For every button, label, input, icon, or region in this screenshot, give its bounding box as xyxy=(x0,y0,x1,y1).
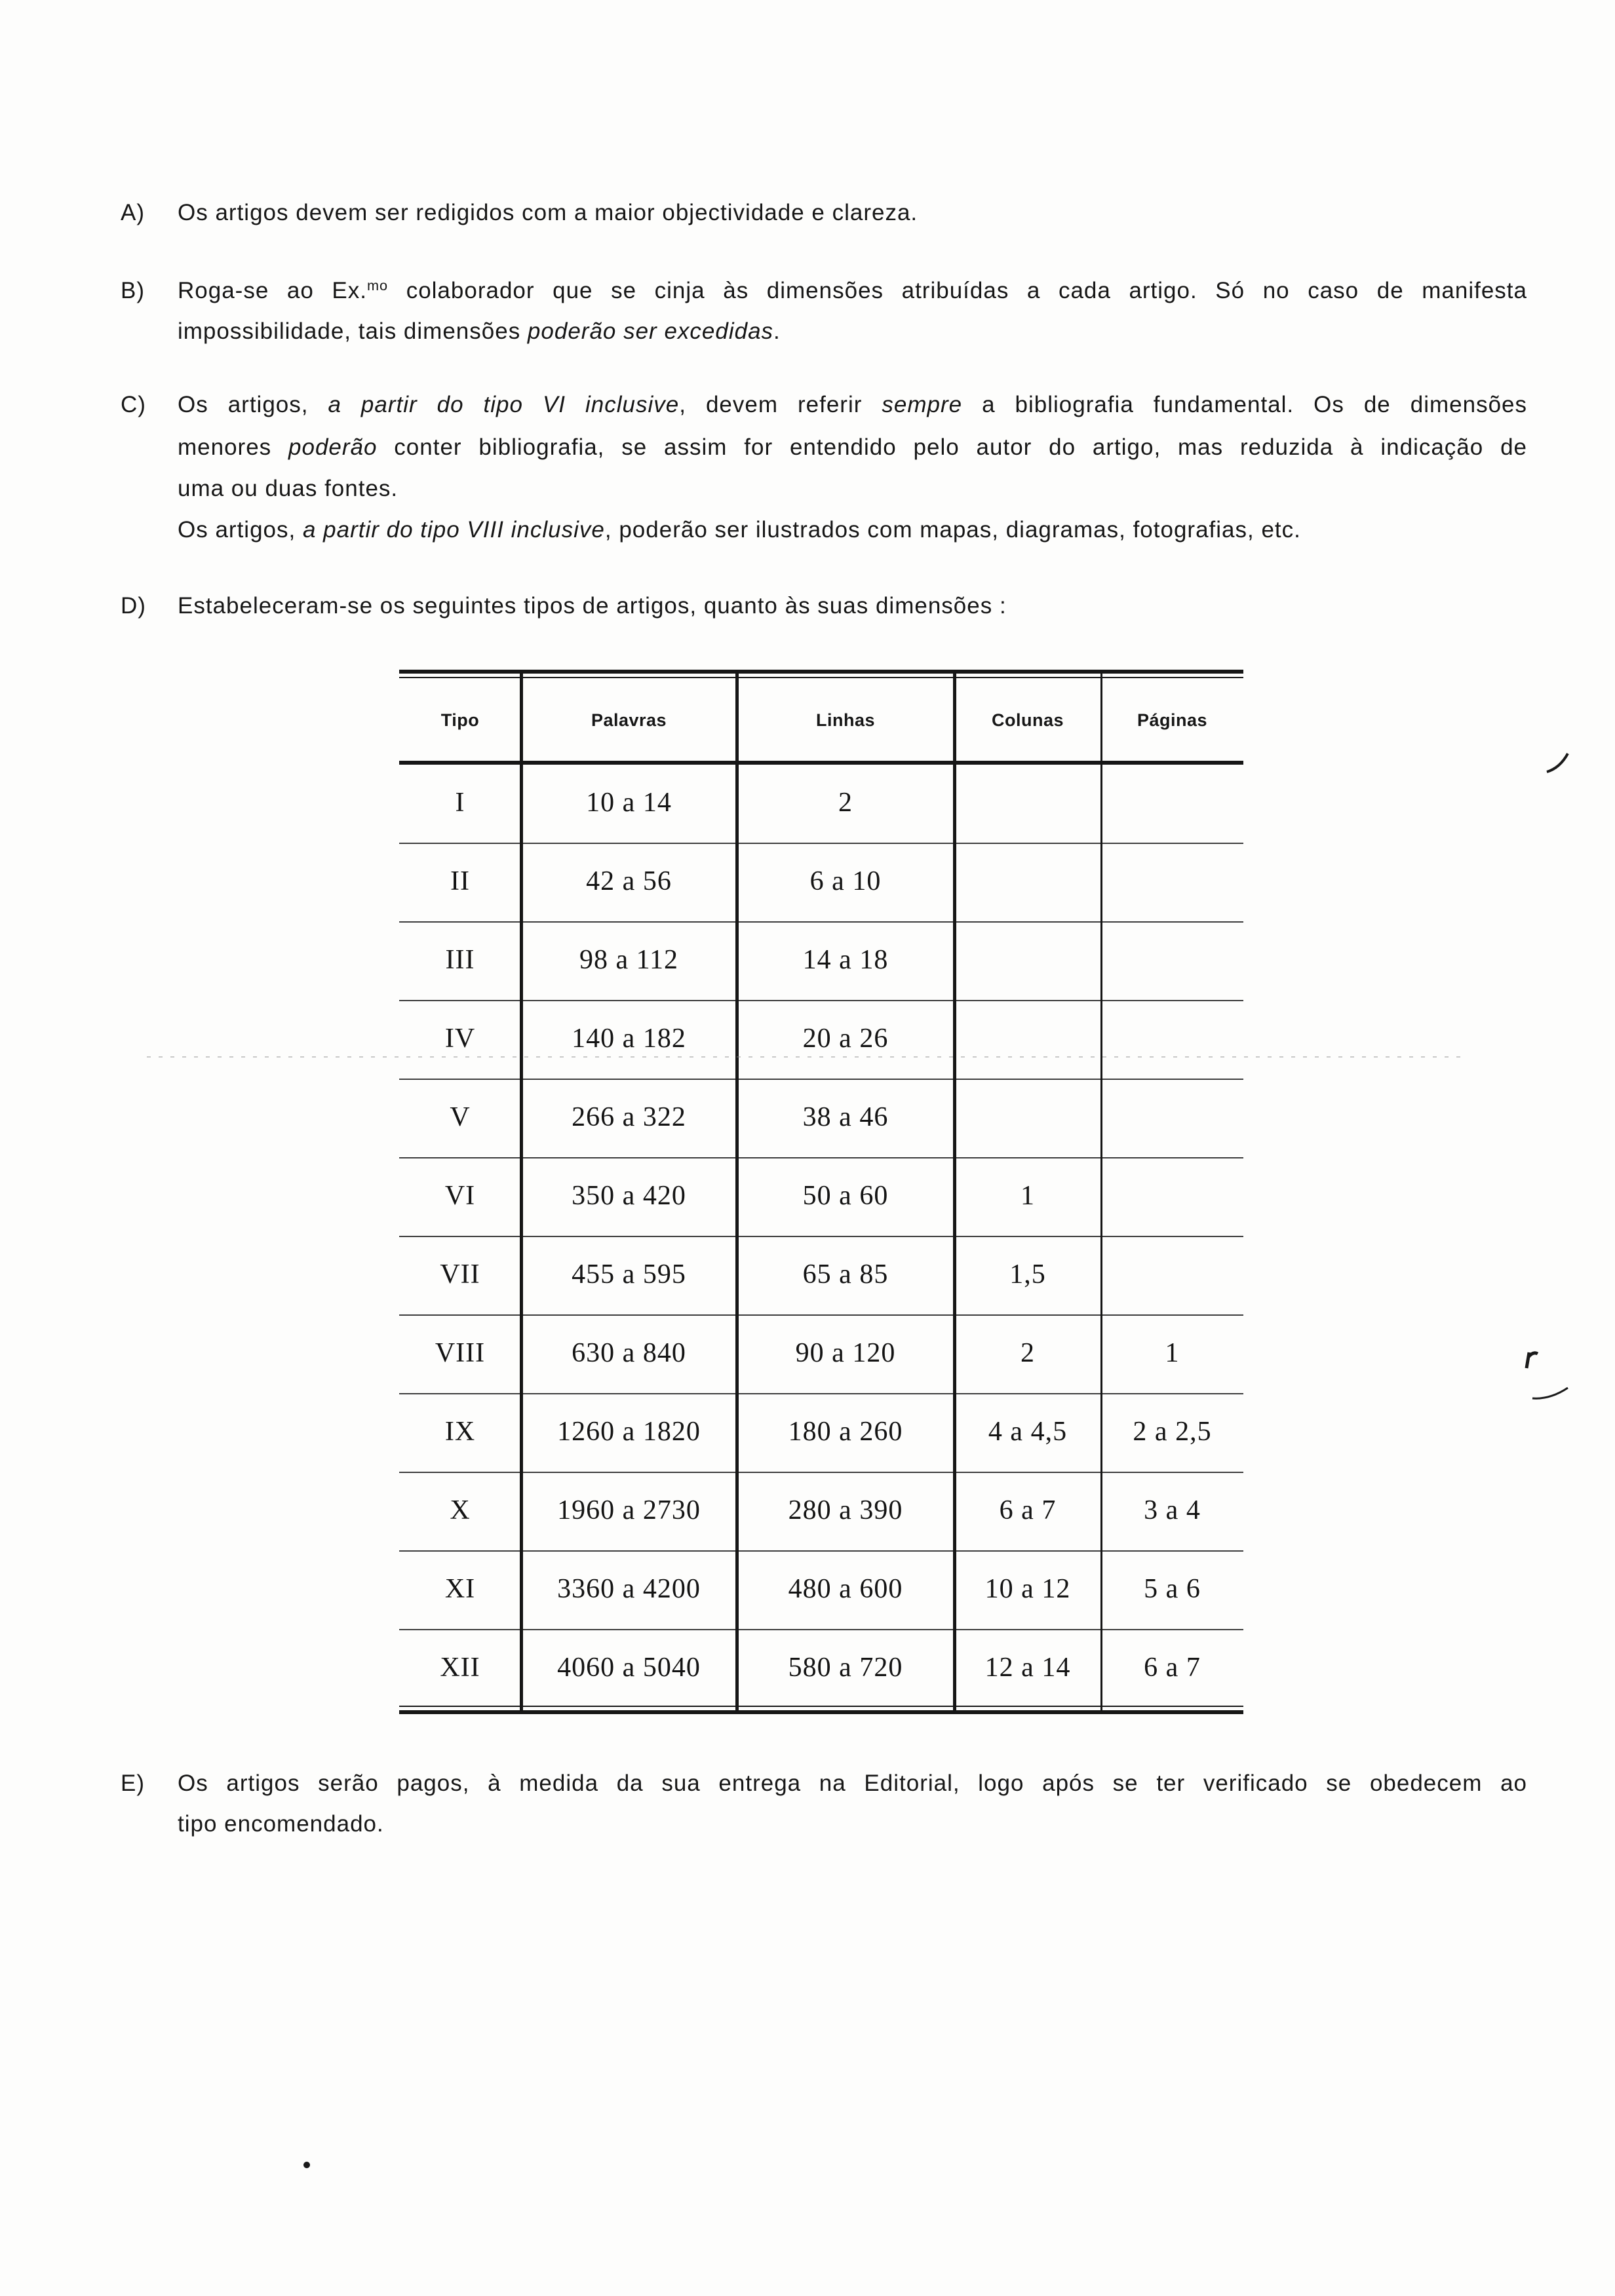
cell-linhas: 180 a 260 xyxy=(788,1417,903,1447)
cell-palavras: 42 a 56 xyxy=(586,866,672,896)
cell-palavras: 3360 a 4200 xyxy=(557,1574,701,1604)
cell-linhas: 90 a 120 xyxy=(795,1338,896,1368)
text-run: Os artigos, xyxy=(178,392,328,417)
header-tipo: Tipo xyxy=(440,710,480,730)
cell-palavras: 1960 a 2730 xyxy=(557,1495,701,1525)
table-bottom-thin-rule xyxy=(399,1706,1243,1707)
table-row xyxy=(399,1394,1243,1470)
cell-paginas xyxy=(1101,922,1243,999)
cell-colunas: 10 a 12 xyxy=(984,1574,1071,1604)
text-run: colaborador que se cinja às dimensões atribuídas a cada artigo. Só no caso de manifesta xyxy=(388,278,1527,303)
table-top-thick-rule xyxy=(399,670,1243,674)
item-c-line-1 xyxy=(178,392,1527,418)
table-row xyxy=(399,765,1243,841)
cell-tipo: V xyxy=(450,1102,471,1132)
cell-linhas: 480 a 600 xyxy=(788,1574,903,1604)
cell-colunas xyxy=(954,922,1101,999)
cell-colunas: 1,5 xyxy=(1009,1259,1046,1290)
header-linhas: Linhas xyxy=(815,710,875,730)
cell-paginas xyxy=(1101,1236,1243,1313)
cell-palavras: 10 a 14 xyxy=(586,788,672,818)
cell-linhas: 65 a 85 xyxy=(802,1259,889,1290)
italic-text: sempre xyxy=(882,392,963,417)
table-row xyxy=(399,1315,1243,1392)
text-run: Estabeleceram-se os seguintes tipos de artigos, quanto às suas dimensões : xyxy=(178,593,1007,619)
italic-text: a partir do tipo VI inclusive xyxy=(328,392,680,417)
cell-tipo: III xyxy=(445,945,475,975)
italic-text: a partir do tipo VIII inclusive xyxy=(302,517,605,543)
cell-tipo: VIII xyxy=(435,1338,486,1368)
cell-paginas: 6 a 7 xyxy=(1144,1653,1201,1683)
italic-text: poderão ser excedidas xyxy=(527,318,774,344)
cell-linhas: 50 a 60 xyxy=(802,1181,889,1211)
cell-palavras: 140 a 182 xyxy=(572,1024,686,1054)
cell-linhas: 38 a 46 xyxy=(802,1102,889,1132)
cell-palavras: 630 a 840 xyxy=(572,1338,686,1368)
scan-mark xyxy=(1527,1352,1538,1368)
cell-tipo: I xyxy=(455,788,465,818)
cell-tipo: XI xyxy=(444,1574,476,1604)
table-row xyxy=(399,1630,1243,1706)
table-row xyxy=(399,1236,1243,1313)
cell-palavras: 455 a 595 xyxy=(572,1259,686,1290)
item-e-line-2 xyxy=(178,1811,1527,1837)
column-divider xyxy=(1100,670,1102,1714)
cell-colunas xyxy=(954,843,1101,920)
cell-linhas: 580 a 720 xyxy=(788,1653,903,1683)
item-c-line-4 xyxy=(178,517,1527,543)
cell-tipo: IV xyxy=(444,1024,476,1054)
text-run: a bibliografia fundamental. Os de dimensões xyxy=(962,392,1527,417)
cell-colunas: 12 a 14 xyxy=(984,1653,1071,1683)
cell-paginas xyxy=(1101,1079,1243,1156)
cell-linhas: 14 a 18 xyxy=(802,945,889,975)
cell-tipo: VII xyxy=(440,1259,480,1290)
column-divider xyxy=(520,670,523,1714)
table-row xyxy=(399,922,1243,999)
item-d-line-1 xyxy=(178,593,1527,619)
text-run: , devem referir xyxy=(679,392,882,417)
cell-tipo: VI xyxy=(444,1181,476,1211)
cell-tipo: XII xyxy=(440,1653,480,1683)
text-run: , poderão ser ilustrados com mapas, diagramas, fotografias, etc. xyxy=(604,517,1301,543)
text-run: impossibilidade, tais dimensões xyxy=(178,318,528,344)
column-divider xyxy=(953,670,956,1714)
header-paginas: Páginas xyxy=(1137,710,1208,730)
cell-paginas xyxy=(1101,1158,1243,1234)
superscript-text: mo xyxy=(366,277,389,294)
item-b-line-2 xyxy=(178,318,1527,345)
text-run: Os artigos serão pagos, à medida da sua entrega na Editorial, logo após se ter verificado se obedecem ao xyxy=(178,1770,1527,1796)
table-bottom-thick-rule xyxy=(399,1710,1243,1714)
cell-palavras: 98 a 112 xyxy=(579,945,679,975)
item-a-line-1 xyxy=(178,200,1527,226)
item-label-d: D) xyxy=(121,593,146,619)
text-run: Os artigos devem ser redigidos com a maior objectividade e clareza. xyxy=(178,200,918,225)
table-row xyxy=(399,1079,1243,1156)
cell-paginas: 5 a 6 xyxy=(1144,1574,1201,1604)
cell-linhas: 2 xyxy=(838,788,853,818)
table-row xyxy=(399,1001,1243,1077)
text-run: uma ou duas fontes. xyxy=(178,476,399,501)
scan-mark xyxy=(1547,754,1568,772)
table-row xyxy=(399,843,1243,920)
italic-text: poderão xyxy=(288,434,378,460)
cell-palavras: 1260 a 1820 xyxy=(557,1417,701,1447)
cell-tipo: X xyxy=(450,1495,471,1525)
cell-linhas: 280 a 390 xyxy=(788,1495,903,1525)
header-palavras: Palavras xyxy=(591,710,667,730)
table-row xyxy=(399,1551,1243,1628)
scan-mark xyxy=(303,2162,310,2168)
item-label-c: C) xyxy=(121,392,146,417)
table-header-row xyxy=(399,680,1243,760)
table-row xyxy=(399,1158,1243,1234)
item-c-line-3 xyxy=(178,476,1527,502)
item-b-line-1 xyxy=(178,278,1527,304)
cell-colunas xyxy=(954,1001,1101,1077)
cell-palavras: 350 a 420 xyxy=(572,1181,686,1211)
cell-colunas xyxy=(954,765,1101,841)
text-run: menores xyxy=(178,434,289,460)
cell-colunas: 1 xyxy=(1021,1181,1035,1211)
item-e-line-1 xyxy=(178,1770,1527,1797)
item-label-b: B) xyxy=(121,278,145,303)
item-label-a: A) xyxy=(121,200,145,225)
cell-colunas xyxy=(954,1079,1101,1156)
table-top-thin-rule xyxy=(399,677,1243,678)
text-run: tipo encomendado. xyxy=(178,1811,384,1837)
cell-paginas xyxy=(1101,765,1243,841)
cell-paginas xyxy=(1101,1001,1243,1077)
cell-tipo: II xyxy=(450,866,470,896)
cell-linhas: 20 a 26 xyxy=(802,1024,889,1054)
cell-paginas: 1 xyxy=(1165,1338,1180,1368)
text-run: conter bibliografia, se assim for entendido pelo autor do artigo, mas reduzida à indicação de xyxy=(377,434,1528,460)
text-run: Roga-se ao Ex. xyxy=(178,278,367,303)
cell-paginas: 2 a 2,5 xyxy=(1133,1417,1212,1447)
item-c-line-2 xyxy=(178,434,1527,461)
cell-linhas: 6 a 10 xyxy=(809,866,882,896)
cell-palavras: 4060 a 5040 xyxy=(557,1653,701,1683)
scan-mark xyxy=(1532,1388,1568,1398)
text-run: Os artigos, xyxy=(178,517,303,543)
column-divider xyxy=(735,670,739,1714)
cell-colunas: 4 a 4,5 xyxy=(988,1417,1068,1447)
text-run: . xyxy=(773,318,781,344)
header-colunas: Colunas xyxy=(991,710,1064,730)
cell-colunas: 6 a 7 xyxy=(999,1495,1057,1525)
cell-colunas: 2 xyxy=(1021,1338,1035,1368)
cell-tipo: IX xyxy=(444,1417,476,1447)
cell-paginas: 3 a 4 xyxy=(1144,1495,1201,1525)
cell-paginas xyxy=(1101,843,1243,920)
item-label-e: E) xyxy=(121,1770,145,1796)
table-row xyxy=(399,1472,1243,1549)
cell-palavras: 266 a 322 xyxy=(572,1102,686,1132)
